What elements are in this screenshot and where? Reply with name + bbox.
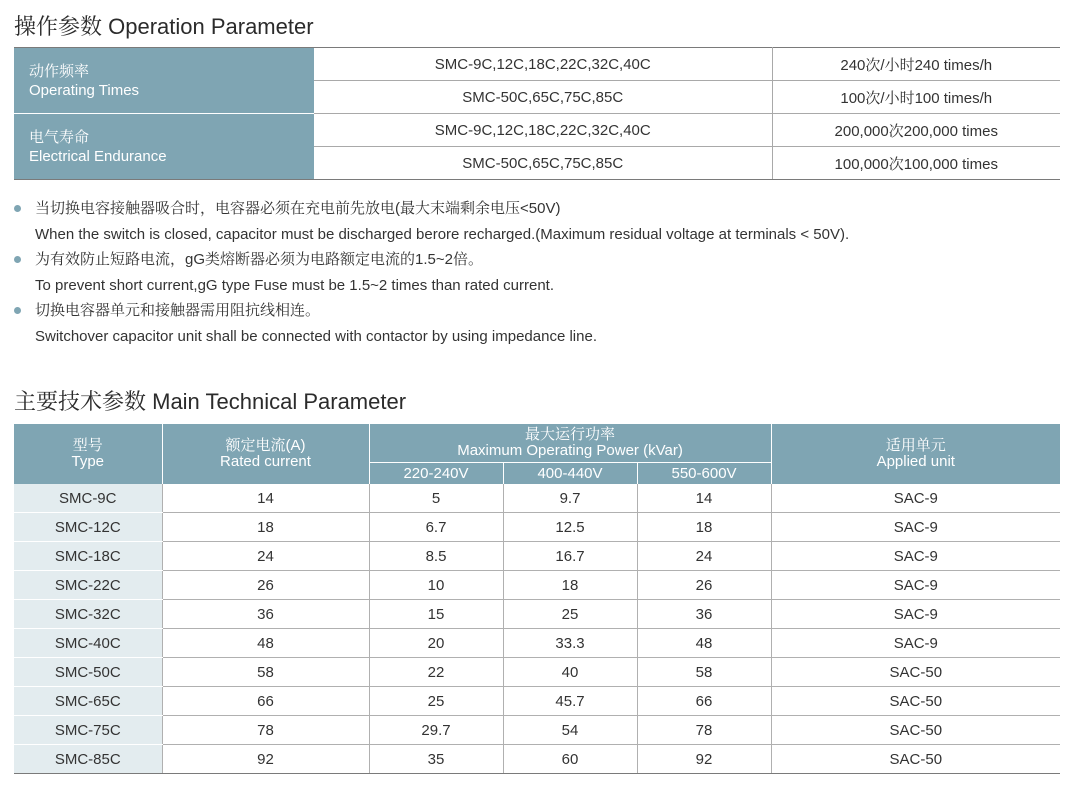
rated-current-cell: 58 <box>162 658 369 687</box>
table-row <box>14 513 1060 542</box>
power-220-cell: 22 <box>369 658 503 687</box>
table-row <box>14 114 1060 147</box>
applied-unit-cell: SAC-9 <box>771 542 1060 571</box>
applied-unit-header <box>771 424 1060 484</box>
note-cn: 当切换电容接触器吸合时，电容器必须在充电前先放电(最大末端剩余电压<50V) <box>35 200 561 217</box>
power-400-cell: 54 <box>503 716 637 745</box>
table-row <box>14 745 1060 774</box>
table-row <box>14 658 1060 687</box>
rated-current-cell: 36 <box>162 600 369 629</box>
table-row <box>14 687 1060 716</box>
applied-unit-cell: SAC-50 <box>771 745 1060 774</box>
power-400-cell: 40 <box>503 658 637 687</box>
note-en: When the switch is closed, capacitor must be discharged berore recharged.(Maximum residual voltage at terminals < 50V). <box>35 225 850 243</box>
table-row <box>14 48 1060 81</box>
value-cell: 200,000次200,000 times <box>772 114 1060 147</box>
type-cell: SMC-40C <box>14 629 162 658</box>
power-550-cell: 18 <box>637 513 771 542</box>
power-220-cell: 29.7 <box>369 716 503 745</box>
table-row <box>14 484 1060 513</box>
power-400-cell: 18 <box>503 571 637 600</box>
power-550-cell: 66 <box>637 687 771 716</box>
type-cell: SMC-50C <box>14 658 162 687</box>
operating-times-label <box>14 48 314 114</box>
rated-current-cell: 78 <box>162 716 369 745</box>
applied-unit-cell: SAC-9 <box>771 571 1060 600</box>
type-cell: SMC-32C <box>14 600 162 629</box>
bullet-icon <box>14 307 21 314</box>
rated-current-header <box>162 424 369 484</box>
value-cell: 100次/小时100 times/h <box>772 81 1060 114</box>
type-header-en: Type <box>71 453 105 470</box>
value-cell: 100,000次100,000 times <box>772 147 1060 180</box>
table-row <box>14 600 1060 629</box>
note-en: To prevent short current,gG type Fuse must be 1.5~2 times than rated current. <box>35 276 555 294</box>
voltage-header: 400-440V <box>503 463 637 485</box>
table-row <box>14 542 1060 571</box>
applied-unit-cell: SAC-50 <box>771 658 1060 687</box>
current-header-cn: 额定电流(A) <box>225 437 306 454</box>
note-cn: 为有效防止短路电流，gG类熔断器必须为电路额定电流的1.5~2倍。 <box>35 251 483 268</box>
power-220-cell: 20 <box>369 629 503 658</box>
note-cn: 切换电容器单元和接触器需用阻抗线相连。 <box>35 302 321 319</box>
power-220-cell: 25 <box>369 687 503 716</box>
table-header-row <box>14 424 1060 463</box>
list-item <box>14 247 1074 298</box>
rated-current-cell: 24 <box>162 542 369 571</box>
power-550-cell: 26 <box>637 571 771 600</box>
rated-current-cell: 18 <box>162 513 369 542</box>
bullet-icon <box>14 256 21 263</box>
rated-current-cell: 48 <box>162 629 369 658</box>
note-en: Switchover capacitor unit shall be connected with contactor by using impedance line. <box>35 327 597 345</box>
max-power-header <box>369 424 771 463</box>
type-header-cn: 型号 <box>72 437 103 454</box>
power-550-cell: 78 <box>637 716 771 745</box>
main-technical-parameter-title: 主要技术参数 Main Technical Parameter <box>14 389 407 414</box>
notes-list <box>14 196 1074 349</box>
current-header-en: Rated current <box>220 453 311 470</box>
power-400-cell: 16.7 <box>503 542 637 571</box>
type-cell: SMC-65C <box>14 687 162 716</box>
power-550-cell: 14 <box>637 484 771 513</box>
model-cell: SMC-50C,65C,75C,85C <box>314 147 772 180</box>
type-cell: SMC-75C <box>14 716 162 745</box>
type-cell: SMC-9C <box>14 484 162 513</box>
model-cell: SMC-9C,12C,18C,22C,32C,40C <box>314 114 772 147</box>
power-220-cell: 10 <box>369 571 503 600</box>
table-row <box>14 716 1060 745</box>
type-cell: SMC-22C <box>14 571 162 600</box>
value-cell: 240次/小时240 times/h <box>772 48 1060 81</box>
bullet-icon <box>14 205 21 212</box>
power-550-cell: 24 <box>637 542 771 571</box>
type-cell: SMC-18C <box>14 542 162 571</box>
power-550-cell: 92 <box>637 745 771 774</box>
rated-current-cell: 66 <box>162 687 369 716</box>
type-header <box>14 424 162 484</box>
list-item <box>14 196 1074 247</box>
rated-current-cell: 14 <box>162 484 369 513</box>
applied-unit-cell: SAC-9 <box>771 484 1060 513</box>
power-header-cn: 最大运行功率 <box>525 426 616 443</box>
applied-unit-cell: SAC-50 <box>771 687 1060 716</box>
unit-header-en: Applied unit <box>876 453 955 470</box>
electrical-endurance-label <box>14 114 314 180</box>
power-220-cell: 35 <box>369 745 503 774</box>
type-cell: SMC-85C <box>14 745 162 774</box>
table-row <box>14 629 1060 658</box>
table-row <box>14 571 1060 600</box>
main-technical-table <box>14 424 1060 774</box>
label-en: Electrical Endurance <box>29 147 167 165</box>
type-cell: SMC-12C <box>14 513 162 542</box>
applied-unit-cell: SAC-9 <box>771 600 1060 629</box>
power-550-cell: 36 <box>637 600 771 629</box>
list-item <box>14 298 1074 349</box>
applied-unit-cell: SAC-50 <box>771 716 1060 745</box>
power-550-cell: 48 <box>637 629 771 658</box>
power-400-cell: 60 <box>503 745 637 774</box>
voltage-header: 220-240V <box>369 463 503 485</box>
model-cell: SMC-9C,12C,18C,22C,32C,40C <box>314 48 772 81</box>
applied-unit-cell: SAC-9 <box>771 629 1060 658</box>
operation-parameter-table <box>14 47 1060 180</box>
power-header-en: Maximum Operating Power (kVar) <box>457 442 683 459</box>
power-220-cell: 15 <box>369 600 503 629</box>
voltage-header: 550-600V <box>637 463 771 485</box>
power-220-cell: 5 <box>369 484 503 513</box>
label-cn: 动作频率 <box>29 62 90 80</box>
power-400-cell: 33.3 <box>503 629 637 658</box>
power-550-cell: 58 <box>637 658 771 687</box>
applied-unit-cell: SAC-9 <box>771 513 1060 542</box>
label-cn: 电气寿命 <box>29 128 90 146</box>
rated-current-cell: 26 <box>162 571 369 600</box>
unit-header-cn: 适用单元 <box>885 437 946 454</box>
model-cell: SMC-50C,65C,75C,85C <box>314 81 772 114</box>
power-400-cell: 45.7 <box>503 687 637 716</box>
power-400-cell: 25 <box>503 600 637 629</box>
label-en: Operating Times <box>29 81 140 99</box>
power-220-cell: 8.5 <box>369 542 503 571</box>
power-220-cell: 6.7 <box>369 513 503 542</box>
operation-parameter-title: 操作参数 Operation Parameter <box>14 14 314 39</box>
power-400-cell: 12.5 <box>503 513 637 542</box>
rated-current-cell: 92 <box>162 745 369 774</box>
power-400-cell: 9.7 <box>503 484 637 513</box>
